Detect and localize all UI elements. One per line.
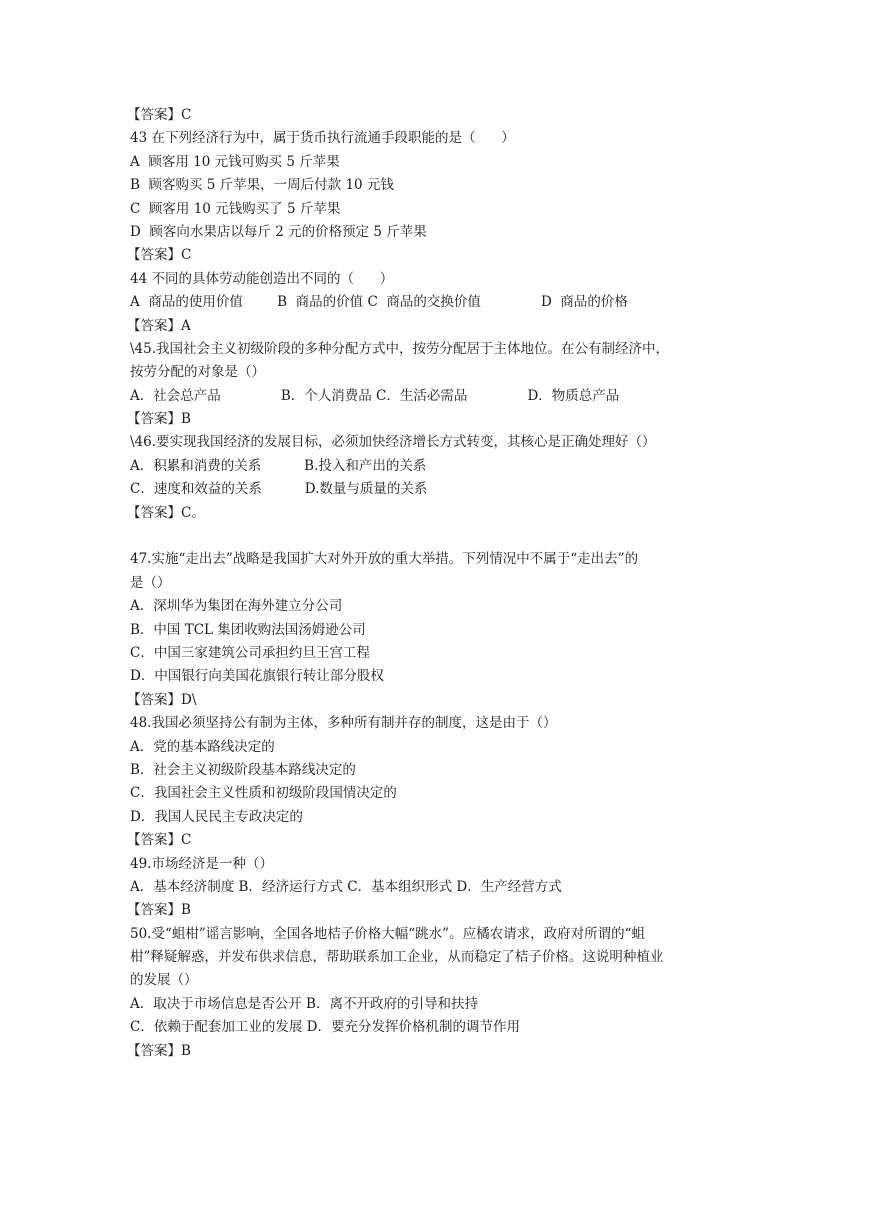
answer-line: 【答案】B — [127, 902, 191, 919]
option-line: A．取决于市场信息是否公开 B．离不开政府的引导和扶持 — [130, 995, 478, 1012]
option-line: D．中国银行向美国花旗银行转让部分股权 — [130, 668, 384, 685]
question-47: 47.实施“走出去”战略是我国扩大对外开放的重大举措。下列情况中不属于“走出去”的 — [130, 551, 639, 568]
blank-line — [130, 525, 750, 548]
document-page — [127, 104, 750, 1063]
answer-line: 【答案】A — [127, 317, 191, 334]
answer-line: 【答案】C。 — [127, 504, 205, 521]
option-line: A．积累和消费的关系 B.投入和产出的关系 — [130, 457, 427, 474]
answer-line: 【答案】C — [127, 832, 192, 849]
option-line: D．我国人民民主专政决定的 — [130, 808, 303, 825]
option-line: A 顾客用 10 元钱可购买 5 斤苹果 — [130, 153, 340, 170]
option-line: C．我国社会主义性质和初级阶段国情决定的 — [130, 785, 397, 802]
question-45-continued: 按劳分配的对象是（） — [130, 364, 265, 381]
option-line: C．依赖于配套加工业的发展 D．要充分发挥价格机制的调节作用 — [130, 1019, 520, 1036]
option-line: B 顾客购买 5 斤苹果，一周后付款 10 元钱 — [130, 177, 394, 194]
option-line: C．速度和效益的关系 D.数量与质量的关系 — [130, 481, 428, 498]
question-50-continued: 柑”释疑解惑，并发布供求信息，帮助联系加工企业，从而稳定了桔子价格。这说明种植业 — [130, 949, 664, 966]
answer-line: 【答案】C — [127, 107, 192, 123]
option-line: D 顾客向水果店以每斤 2 元的价格预定 5 斤苹果 — [130, 223, 427, 240]
option-line: C 顾客用 10 元钱购买了 5 斤苹果 — [130, 200, 341, 217]
question-45: \45.我国社会主义初级阶段的多种分配方式中，按劳分配居于主体地位。在公有制经济中， — [130, 340, 670, 357]
option-line: A．深圳华为集团在海外建立分公司 — [130, 598, 343, 615]
question-48: 48.我国必须坚持公有制为主体，多种所有制并存的制度，这是由于（） — [130, 715, 557, 732]
question-47-continued: 是（） — [130, 574, 171, 591]
answer-line: 【答案】C — [127, 247, 192, 264]
question-50: 50.受“蛆柑”谣言影响，全国各地桔子价格大幅“跳水”。应橘农请求，政府对所谓的“蛆 — [130, 925, 645, 942]
option-line: A 商品的使用价值 B 商品的价值 C 商品的交换价值 D 商品的价格 — [130, 294, 628, 311]
question-44: 44 不同的具体劳动能创造出不同的（ ） — [130, 270, 394, 287]
question-50-continued: 的发展（） — [130, 972, 198, 989]
option-line: C．中国三家建筑公司承担约旦王宫工程 — [130, 644, 370, 661]
option-line: A．基本经济制度 B．经济运行方式 C．基本组织形式 D．生产经营方式 — [130, 878, 562, 895]
answer-line: 【答案】B — [127, 1042, 191, 1059]
question-49: 49.市场经济是一种（） — [130, 855, 273, 872]
question-43: 43 在下列经济行为中，属于货币执行流通手段职能的是（ ） — [130, 130, 515, 147]
answer-line: 【答案】B — [127, 411, 191, 428]
option-line: A．党的基本路线决定的 — [130, 738, 275, 755]
option-line: A．社会总产品 B．个人消费品 C．生活必需品 D．物质总产品 — [130, 387, 620, 404]
option-line: B．社会主义初级阶段基本路线决定的 — [130, 761, 356, 778]
question-46: \46.要实现我国经济的发展目标，必须加快经济增长方式转变，其核心是正确处理好（） — [130, 434, 656, 451]
answer-line: 【答案】D\ — [127, 691, 197, 708]
option-line: B．中国 TCL 集团收购法国汤姆逊公司 — [130, 621, 366, 638]
